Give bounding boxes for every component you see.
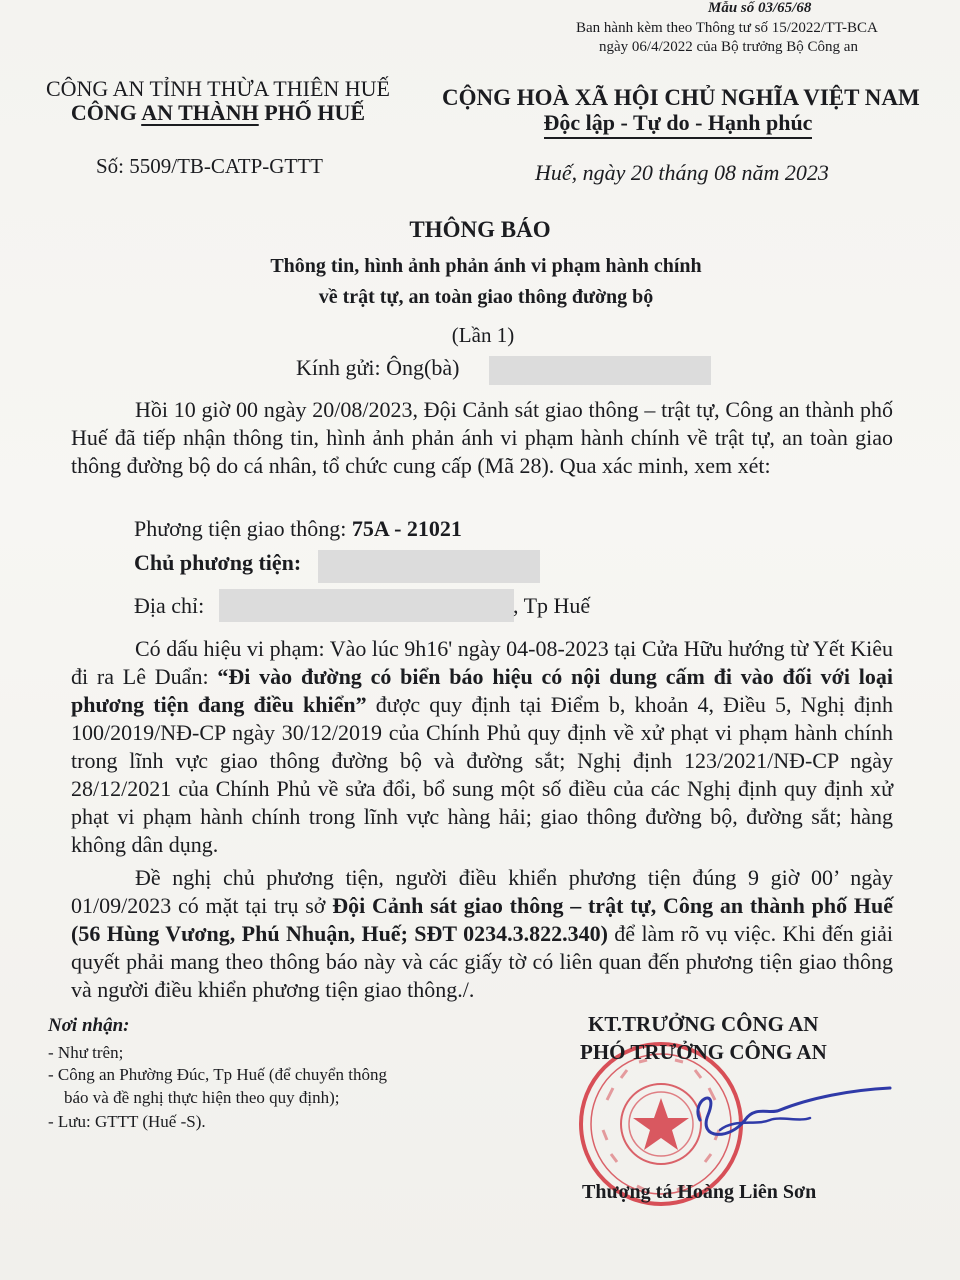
recipient-line — [296, 355, 459, 381]
recipient-item-3: - Lưu: GTTT (Huế -S). — [48, 1112, 206, 1131]
recipient-label: Kính gửi: Ông(bà) — [296, 355, 460, 380]
doc-subtitle-line1: Thông tin, hình ảnh phản ánh vi phạm hành chính — [270, 255, 702, 277]
agency-name-part2: AN THÀNH — [141, 100, 259, 125]
notice-times: (Lần 1) — [451, 323, 515, 347]
signature-icon — [660, 1060, 900, 1180]
form-number: Mẫu số 03/65/68 — [708, 0, 812, 16]
agency-name-part1: CÔNG — [70, 100, 142, 125]
signatory-name: Thượng tá Hoàng Liên Sơn — [582, 1181, 817, 1203]
nation-title: CỘNG HOÀ XÃ HỘI CHỦ NGHĨA VIỆT NAM — [442, 85, 920, 110]
violation-paragraph — [71, 635, 893, 859]
recipients-label: Nơi nhận: — [48, 1015, 130, 1036]
address-tail: , Tp Huế — [513, 593, 591, 618]
doc-number: Số: 5509/TB-CATP-GTTT — [96, 154, 323, 178]
redacted-address — [219, 589, 514, 622]
request-instructions: để làm rõ vụ việc. Khi đến giải quyết phải mang theo thông báo này và các giấy tờ có liên quan đến phương tiện giao thông và người điều khiển phương tiện giao thông./. — [71, 921, 893, 1002]
violation-description: “Đi vào đường có biển báo hiệu có nội dung cấm đi vào đối với loại phương tiện đang điều khiển” — [71, 664, 893, 717]
agency-name-part3: PHỐ HUẾ — [258, 100, 366, 125]
intro-paragraph — [71, 396, 893, 480]
place-date: Huế, ngày 20 tháng 08 năm 2023 — [535, 160, 829, 185]
request-paragraph — [71, 864, 893, 1004]
doc-title: THÔNG BÁO — [409, 217, 551, 242]
violation-intro: Có dấu hiệu vi phạm: Vào lúc 9h16' ngày 04-08-2023 tại Cửa Hữu hướng từ Yết Kiêu đi ra Lê Duẩn: — [71, 636, 893, 689]
violation-legal-basis: được quy định tại Điểm b, khoản 4, Điều 5, Nghị định 100/2019/NĐ-CP ngày 30/12/2019 của Chính Phủ quy định về xử phạt vi phạm hành chính trong lĩnh vực giao thông đường bộ và đường sắt; Nghị định 123/2021/NĐ-CP ngày 28/12/2021 của Chính Phủ về sửa đổi, bổ sung một số điều của các Nghị định quy định xử phạt vi phạm hành chính trong lĩnh vực hàng hải; giao thông đường bộ, đường sắt; hàng không dân dụng. — [71, 692, 893, 857]
agency-parent: CÔNG AN TỈNH THỪA THIÊN HUẾ — [45, 76, 390, 101]
agency-name — [38, 100, 398, 126]
owner-label: Chủ phương tiện: — [134, 550, 302, 575]
request-intro: Đề nghị chủ phương tiện, người điều khiển phương tiện đúng 9 giờ 00’ ngày 01/09/2023 có mặt tại trụ sở — [71, 865, 893, 918]
motto — [442, 110, 914, 136]
address-line — [134, 593, 204, 619]
signatory-title-2: PHÓ TRƯỞNG CÔNG AN — [580, 1040, 827, 1064]
recipient-item-1: - Như trên; — [48, 1043, 124, 1062]
vehicle-plate: 75A - 21021 — [351, 516, 462, 541]
redacted-recipient-name — [489, 356, 711, 385]
doc-subtitle-line2: về trật tự, an toàn giao thông đường bộ — [318, 286, 654, 308]
form-issued-line1: Ban hành kèm theo Thông tư số 15/2022/TT-BCA — [576, 20, 878, 36]
address-label: Địa chỉ: — [134, 593, 205, 618]
signatory-title-1: KT.TRƯỞNG CÔNG AN — [588, 1012, 819, 1036]
request-office: Đội Cảnh sát giao thông – trật tự, Công an thành phố Huế (56 Hùng Vương, Phú Nhuận, Huế; SĐT 0234.3.822.340) — [71, 893, 894, 946]
vehicle-label: Phương tiện giao thông: — [134, 516, 352, 541]
owner-line — [134, 550, 301, 576]
recipient-item-2-cont: báo và đề nghị thực hiện theo quy định); — [64, 1088, 340, 1107]
intro-text: Hồi 10 giờ 00 ngày 20/08/2023, Đội Cảnh sát giao thông – trật tự, Công an thành phố Huế đã tiếp nhận thông tin, hình ảnh phản ánh vi phạm hành chính về trật tự, an toàn giao thông đường bộ do cá nhân, tổ chức cung cấp (Mã 28). Qua xác minh, xem xét: — [71, 397, 893, 478]
recipient-item-2: - Công an Phường Đúc, Tp Huế (để chuyển thông — [48, 1065, 387, 1084]
form-issued-line2: ngày 06/4/2022 của Bộ trưởng Bộ Công an — [599, 39, 858, 55]
redacted-owner-name — [318, 550, 540, 583]
vehicle-line — [134, 516, 462, 542]
motto-text: Độc lập - Tự do - Hạnh phúc — [544, 110, 813, 139]
